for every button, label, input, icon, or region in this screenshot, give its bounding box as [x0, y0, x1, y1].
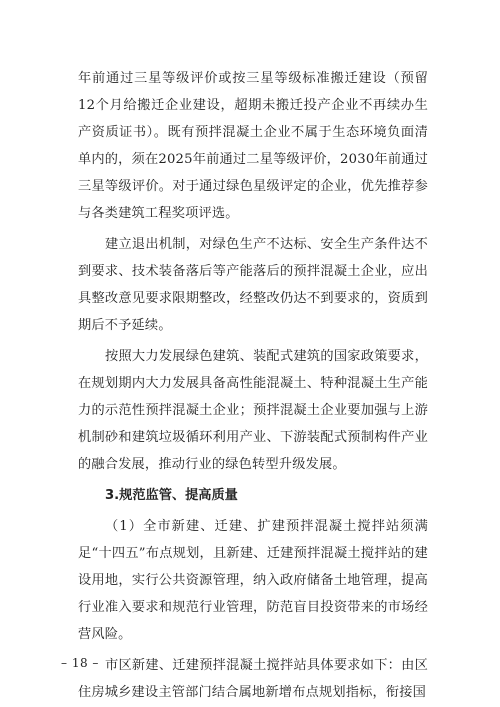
section-heading: 3.规范监管、提高质量 — [105, 488, 238, 503]
paragraph-4: （1）全市新建、迁建、扩建预拌混凝土搅拌站须满足“十四五”布点规划，且新建、迁建预拌混凝土搅拌站的建设用地，实行公共资源管理，纳入政府储备土地管理，提高行业准入要求和规范行业管理，防范盲目投资带来的市场经营风险。 — [78, 519, 428, 642]
paragraph-2: 建立退出机制，对绿色生产不达标、安全生产条件达不到要求、技术装备落后等产能落后的预拌混凝土企业，应出具整改意见要求限期整改，经整改仍达不到要求的，资质到期后不予延续。 — [78, 237, 428, 333]
document-body — [78, 65, 428, 706]
paragraph-5: 市区新建、迁建预拌混凝土搅拌站具体要求如下：由区住房城乡建设主管部门结合属地新增布点规划指标，衔接国 — [78, 658, 428, 700]
paragraph-3: 按照大力发展绿色建筑、装配式建筑的国家政策要求，在规划期内大力发展具备高性能混凝土、特种混凝土生产能力的示范性预拌混凝土企业；预拌混凝土企业要加强与上游机制砂和建筑垃圾循环利用产业、下游装配式预制构件产业的融合发展，推动行业的绿色转型升级发展。 — [78, 349, 428, 472]
paragraph-1: 年前通过三星等级评价或按三星等级标准搬迁建设（预留12个月给搬迁企业建设，超期未搬迁投产企业不再续办生产资质证书）。既有预拌混凝土企业不属于生态环境负面清单内的，须在2025年前通过二星等级评价，2030年前通过三星等级评价。对于通过绿色星级评定的企业，优先推荐参与各类建筑工程奖项评选。 — [78, 71, 428, 221]
page-number: – 18 – — [61, 656, 99, 670]
